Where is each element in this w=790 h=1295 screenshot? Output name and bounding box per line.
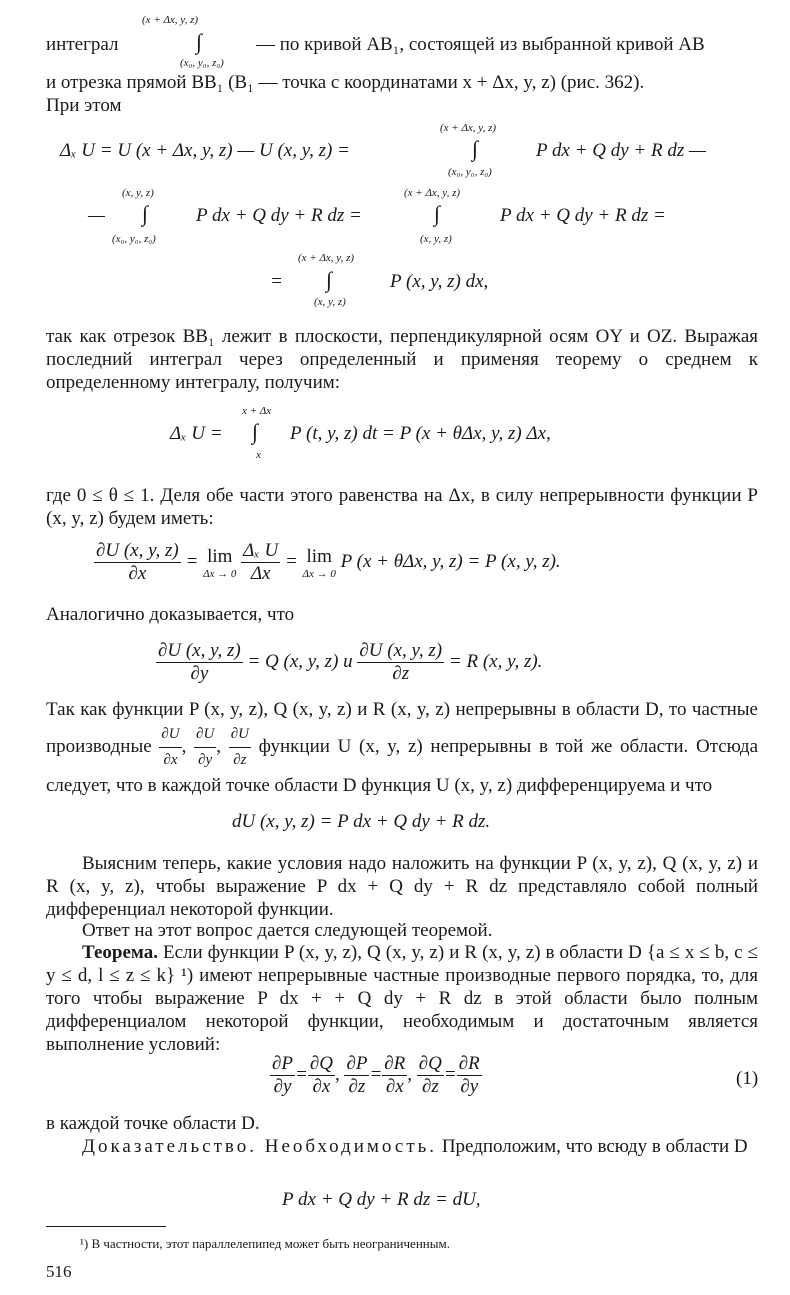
text-line: При этом <box>46 95 122 116</box>
equation-part: P dx + Q dy + R dz = <box>500 205 666 226</box>
fraction <box>308 1053 335 1098</box>
footnote-rule <box>46 1226 166 1227</box>
paragraph: Аналогично доказывается, что <box>46 604 295 625</box>
lim-word: lim <box>207 545 233 567</box>
theorem <box>46 941 758 1056</box>
proof-text: Предположим, что всюду в области D <box>441 1136 748 1157</box>
paragraph: Ответ на этот вопрос дается следующей теоремой. <box>82 920 493 941</box>
comma: , <box>407 1063 413 1085</box>
numerator: ∂P <box>272 1053 293 1074</box>
lim-subscript: Δx → 0 <box>302 567 336 580</box>
numerator: ∂R <box>384 1053 406 1074</box>
equation-number: (1) <box>736 1068 759 1089</box>
theorem-label: Теорема. <box>82 942 158 963</box>
denominator: ∂x <box>163 752 178 768</box>
numerator: ∂U <box>159 722 181 748</box>
equation-part: P dx + Q dy + R dz — <box>536 140 706 161</box>
integral-sign: ∫ <box>142 201 149 226</box>
page-number: 516 <box>46 1262 72 1281</box>
fraction <box>241 540 280 585</box>
integral-upper-limit: (x + Δx, y, z) <box>404 187 461 199</box>
equation-part: P (x, y, z) dx, <box>390 271 489 292</box>
comma: , <box>334 1063 340 1085</box>
equation-analogous <box>156 640 542 685</box>
equals-sign: = <box>185 550 199 572</box>
integral-lower-limit: (x, y, z) <box>314 296 346 308</box>
fraction <box>417 1053 444 1098</box>
paragraph: Выясним теперь, какие условия надо наложить на функции P (x, y, z), Q (x, y, z) и R (x, y, z), чтобы выражение P dx + Q dy + R dz представляло собой полный дифференциал некоторой функции. <box>46 853 758 920</box>
text-line: — по кривой AB₁, состоящей из выбранной кривой AB <box>256 34 705 55</box>
integral-sign: ∫ <box>196 29 203 54</box>
footnote: ¹) В частности, этот параллелепипед может быть неограниченным. <box>80 1236 450 1251</box>
denominator: ∂z <box>233 752 247 768</box>
denominator: ∂x <box>128 563 147 584</box>
numerator: ∂P <box>346 1053 368 1074</box>
fraction <box>229 722 251 773</box>
denominator: ∂y <box>273 1076 292 1097</box>
denominator: ∂y <box>198 752 213 768</box>
equation-differential: dU (x, y, z) = P dx + Q dy + R dz. <box>232 811 491 832</box>
denominator: ∂z <box>421 1076 439 1097</box>
limit-operator <box>303 546 336 580</box>
paragraph: Так как функции P (x, y, z), Q (x, y, z) и R (x, y, z) непрерывны в области D, то частные производные $\frac{\partial U}{\partial x}$ , $\frac{\partial U}{\partial y}$ , $\frac{\partial U}{\partial z}$ функции U (x, y, z) непрерывны в той же области. Отсюда следует, что в каждой точке области D функция U (x, y, z) дифференцируема и что <box>46 699 758 796</box>
integral-lower-limit: (x, y, z) <box>420 233 452 245</box>
equation-part: = <box>270 271 283 292</box>
equals-sign: = <box>369 1063 383 1085</box>
numerator: ∂U (x, y, z) <box>96 540 179 561</box>
fraction <box>344 1053 369 1098</box>
numerator: ∂Q <box>418 1053 442 1074</box>
equation-part: P dx + Q dy + R dz = <box>196 205 362 226</box>
integral-upper-limit: (x + Δx, y, z) <box>142 14 199 26</box>
text-integral-word: интеграл <box>46 34 119 55</box>
equation-part: P (t, y, z) dt = P (x + θΔx, y, z) Δx, <box>290 423 551 444</box>
equation-limit <box>94 540 561 585</box>
equation-part: Δₓ U = U (x + Δx, y, z) — U (x, y, z) = <box>60 140 350 161</box>
lim-subscript: Δx → 0 <box>203 567 237 580</box>
numerator: ∂Q <box>309 1053 333 1074</box>
equals-sign: = <box>443 1063 457 1085</box>
numerator: ∂U <box>229 722 251 748</box>
integral-lower-limit: (x₀, y₀, z₀) <box>448 166 492 178</box>
numerator: ∂U <box>194 722 216 748</box>
integral-lower-limit: x <box>256 449 261 461</box>
numerator: ∂R <box>458 1053 480 1074</box>
equation-part: P (x + θΔx, y, z) = P (x, y, z). <box>340 550 561 572</box>
denominator: ∂y <box>460 1076 479 1097</box>
fraction <box>159 722 181 773</box>
integral-sign: ∫ <box>326 267 333 292</box>
fraction <box>194 722 216 773</box>
equation-part: — <box>88 205 105 226</box>
theorem-text: Если функции P (x, y, z), Q (x, y, z) и R (x, y, z) в области D {a ≤ x ≤ b, c ≤ y ≤ d, l ≤ z ≤ k} ¹) имеют непрерывные частные производные первого порядка, то, для того чтобы выражение P dx + + Q dy + R dz в этой области было полным дифференциалом некоторой функции, необходимым и достаточным является выполнение условий: <box>46 942 759 1055</box>
paragraph: в каждой точке области D. <box>46 1113 260 1134</box>
equals-sign: = <box>284 550 298 572</box>
text-run: Так как функции P (x, y, z), Q (x, y, z) и R (x, y, z) непрерывны в области D, то частные производные <box>46 699 758 757</box>
denominator: ∂x <box>385 1076 404 1097</box>
text-run: функции U (x, y, z) непрерывны в той же области. Отсюда следует, что в каждой точке области D функция U (x, y, z) дифференцируема и что <box>46 735 758 796</box>
integral-upper-limit: (x + Δx, y, z) <box>440 122 497 134</box>
integral-sign: ∫ <box>472 136 479 161</box>
denominator: Δx <box>250 563 271 584</box>
integral-lower-limit: (x₀, y₀, z₀) <box>112 233 156 245</box>
fraction <box>94 540 181 585</box>
lim-word: lim <box>306 545 332 567</box>
numerator: Δₓ U <box>243 540 279 561</box>
equals-sign: = <box>295 1063 308 1085</box>
proof <box>46 1135 758 1158</box>
integral-sign: ∫ <box>434 201 441 226</box>
integral-lower-limit: (x₀, y₀, z₀) <box>180 57 224 69</box>
fraction <box>270 1053 295 1098</box>
integral-sign: ∫ <box>252 419 259 444</box>
fraction <box>457 1053 482 1098</box>
paragraph: так как отрезок BB₁ лежит в плоскости, перпендикулярной осям OY и OZ. Выражая последний интеграл через определенный и применяя теорему о среднем к определенному интегралу, получим: <box>46 326 758 393</box>
fraction <box>156 640 243 685</box>
fraction <box>357 640 444 685</box>
proof-label: Доказательство. Необходимость. <box>82 1136 438 1157</box>
numerator: ∂U (x, y, z) <box>158 640 241 661</box>
denominator: ∂x <box>312 1076 331 1097</box>
equation-total-differential: P dx + Q dy + R dz = dU, <box>282 1189 481 1210</box>
integral-upper-limit: (x, y, z) <box>122 187 154 199</box>
denominator: ∂z <box>392 663 410 684</box>
denominator: ∂z <box>348 1076 366 1097</box>
fraction <box>382 1053 407 1098</box>
paragraph: где 0 ≤ θ ≤ 1. Деля обе части этого равенства на Δx, в силу непрерывности функции P (x, y, z) будем иметь: <box>46 485 758 529</box>
integral-upper-limit: (x + Δx, y, z) <box>298 252 355 264</box>
equation-part: = R (x, y, z). <box>448 650 543 672</box>
limit-operator <box>203 546 236 580</box>
equation-part: = Q (x, y, z) и <box>247 650 353 672</box>
integral-upper-limit: x + Δx <box>242 405 272 417</box>
equation-conditions <box>270 1053 482 1098</box>
text-line: и отрезка прямой BB₁ (B₁ — точка с координатами x + Δx, y, z) (рис. 362). <box>46 72 645 93</box>
denominator: ∂y <box>190 663 209 684</box>
equation-part: Δₓ U = <box>170 423 223 444</box>
numerator: ∂U (x, y, z) <box>359 640 443 661</box>
